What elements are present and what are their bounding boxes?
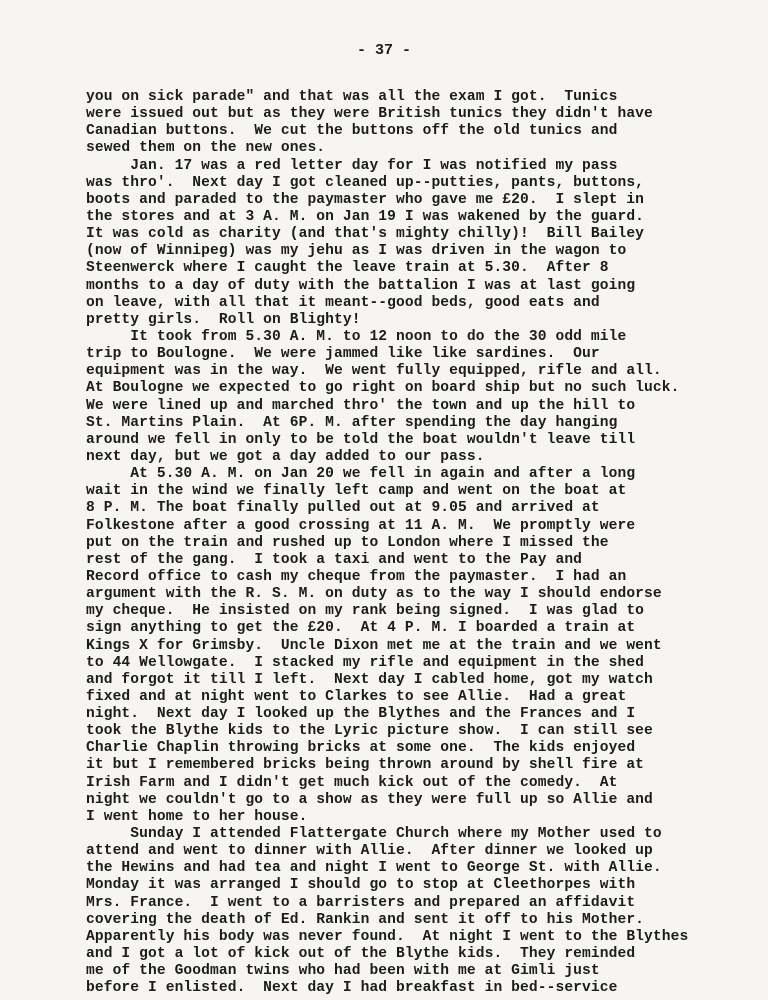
text-line: Apparently his body was never found. At night I went to the Blythes xyxy=(86,928,689,945)
text-line: put on the train and rushed up to London where I missed the xyxy=(86,534,609,551)
text-line: Kings X for Grimsby. Uncle Dixon met me at the train and we went xyxy=(86,637,662,654)
text-line: sewed them on the new ones. xyxy=(86,140,326,157)
text-line: the Hewins and had tea and night I went to George St. with Allie. xyxy=(86,860,662,877)
page-number: - 37 - xyxy=(356,42,411,59)
text-line: months to a day of duty with the battalion I was at last going xyxy=(86,277,636,294)
text-line: night we couldn't go to a show as they were full up so Allie and xyxy=(86,791,653,808)
text-line: to 44 Wellowgate. I stacked my rifle and equipment in the shed xyxy=(86,654,645,671)
text-line: argument with the R. S. M. on duty as to the way I should endorse xyxy=(86,586,662,603)
text-line: St. Martins Plain. At 6P. M. after spending the day hanging xyxy=(86,414,618,431)
text-line: my cheque. He insisted on my rank being signed. I was glad to xyxy=(86,603,645,620)
text-line: At Boulogne we expected to go right on board ship but no such luck. xyxy=(86,380,680,397)
text-line: on leave, with all that it meant--good beds, good eats and xyxy=(86,294,600,311)
text-line: it but I remembered bricks being thrown around by shell fire at xyxy=(86,757,645,774)
text-line: Record office to cash my cheque from the paymaster. I had an xyxy=(86,568,627,585)
text-line: At 5.30 A. M. on Jan 20 we fell in again and after a long xyxy=(86,466,636,483)
text-line: covering the death of Ed. Rankin and sent it off to his Mother. xyxy=(86,911,645,928)
text-line: around we fell in only to be told the boat wouldn't leave till xyxy=(86,431,636,448)
typed-text-body xyxy=(86,89,726,997)
text-line: Jan. 17 was a red letter day for I was notified my pass xyxy=(86,157,618,174)
text-line: sign anything to get the £20. At 4 P. M. I boarded a train at xyxy=(86,620,636,637)
text-line: Charlie Chaplin throwing bricks at some one. The kids enjoyed xyxy=(86,740,636,757)
text-line: attend and went to dinner with Allie. After dinner we looked up xyxy=(86,843,653,860)
text-line: was thro'. Next day I got cleaned up--putties, pants, buttons, xyxy=(86,174,645,191)
text-line: Irish Farm and I didn't get much kick out of the comedy. At xyxy=(86,774,618,791)
text-line: boots and paraded to the paymaster who gave me £20. I slept in xyxy=(86,191,645,208)
text-line: next day, but we got a day added to our pass. xyxy=(86,448,485,465)
text-line: before I enlisted. Next day I had breakfast in bed--service xyxy=(86,980,618,997)
text-line: Mrs. France. I went to a barristers and prepared an affidavit xyxy=(86,894,636,911)
text-line: pretty girls. Roll on Blighty! xyxy=(86,311,361,328)
text-line: Steenwerck where I caught the leave train at 5.30. After 8 xyxy=(86,260,609,277)
text-line: We were lined up and marched thro' the town and up the hill to xyxy=(86,397,636,414)
text-line: It was cold as charity (and that's mighty chilly)! Bill Bailey xyxy=(86,226,645,243)
text-line: took the Blythe kids to the Lyric picture show. I can still see xyxy=(86,723,653,740)
text-line: and forgot it till I left. Next day I cabled home, got my watch xyxy=(86,671,653,688)
text-line: wait in the wind we finally left camp and went on the boat at xyxy=(86,483,627,500)
text-line: were issued out but as they were British tunics they didn't have xyxy=(86,106,653,123)
text-line: equipment was in the way. We went fully equipped, rifle and all. xyxy=(86,363,662,380)
text-line: Sunday I attended Flattergate Church where my Mother used to xyxy=(86,826,662,843)
text-line: me of the Goodman twins who had been with me at Gimli just xyxy=(86,963,600,980)
text-line: Canadian buttons. We cut the buttons off the old tunics and xyxy=(86,123,618,140)
text-line: night. Next day I looked up the Blythes and the Frances and I xyxy=(86,706,636,723)
text-line: trip to Boulogne. We were jammed like like sardines. Our xyxy=(86,346,600,363)
text-line: It took from 5.30 A. M. to 12 noon to do the 30 odd mile xyxy=(86,328,627,345)
text-line: Folkestone after a good crossing at 11 A. M. We promptly were xyxy=(86,517,636,534)
text-line: 8 P. M. The boat finally pulled out at 9.05 and arrived at xyxy=(86,500,600,517)
text-line: and I got a lot of kick out of the Blythe kids. They reminded xyxy=(86,946,636,963)
text-line: I went home to her house. xyxy=(86,808,308,825)
text-line: you on sick parade" and that was all the exam I got. Tunics xyxy=(86,89,618,105)
text-line: the stores and at 3 A. M. on Jan 19 I was wakened by the guard. xyxy=(86,208,645,225)
text-line: rest of the gang. I took a taxi and went to the Pay and xyxy=(86,551,583,568)
text-line: (now of Winnipeg) was my jehu as I was driven in the wagon to xyxy=(86,243,627,260)
text-line: fixed and at night went to Clarkes to see Allie. Had a great xyxy=(86,688,627,705)
text-line: Monday it was arranged I should go to stop at Cleethorpes with xyxy=(86,877,636,894)
